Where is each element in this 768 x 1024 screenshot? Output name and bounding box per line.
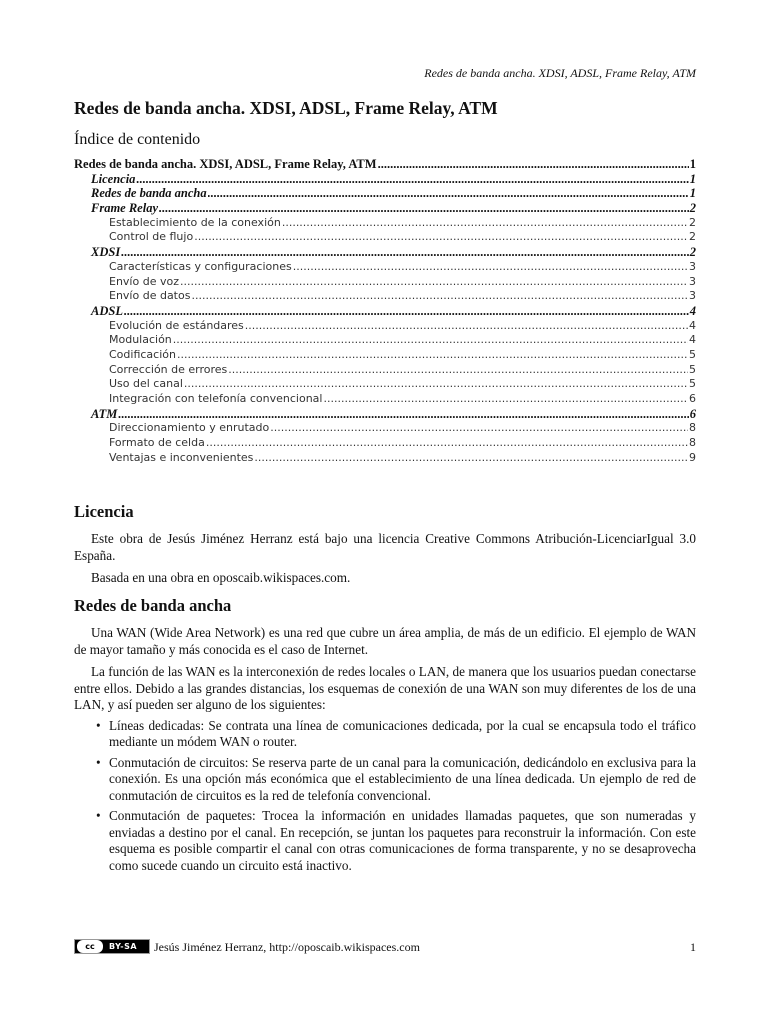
toc-leader bbox=[378, 157, 689, 172]
toc-heading: Índice de contenido bbox=[74, 131, 201, 148]
cc-license-label: BY-SA bbox=[109, 942, 138, 951]
paragraph: Una WAN (Wide Area Network) es una red que cubre un área amplia, de más de un edificio. El ejemplo de WAN de mayor tamaño y más conocida es el caso de Internet. bbox=[74, 625, 696, 657]
toc-entry-page: 5 bbox=[689, 347, 696, 361]
list-item-text: Líneas dedicadas: Se contrata una línea de comunicaciones dedicada, por la cual se encapsula todo el tráfico mediante un módem WAN o router. bbox=[109, 717, 696, 749]
toc-entry-page: 6 bbox=[689, 392, 696, 405]
toc-entry-page: 6 bbox=[689, 406, 696, 421]
toc-entry[interactable] bbox=[74, 436, 696, 451]
toc-leader bbox=[121, 245, 689, 260]
toc-entry-title: Corrección de errores bbox=[109, 362, 228, 376]
toc-entry-page: 2 bbox=[689, 201, 696, 216]
toc-entry-title: Envío de voz bbox=[109, 274, 179, 288]
toc-entry-title: Licencia bbox=[91, 171, 136, 186]
bullet-marker: • bbox=[96, 754, 101, 770]
cc-by-sa-badge bbox=[74, 939, 150, 954]
toc-entry-title: Envío de datos bbox=[109, 289, 191, 303]
toc-entry[interactable] bbox=[74, 245, 696, 260]
toc-entry[interactable] bbox=[74, 157, 696, 172]
document-title: Redes de banda ancha. XDSI, ADSL, Frame Relay, ATM bbox=[74, 98, 498, 118]
running-header: Redes de banda ancha. XDSI, ADSL, Frame Relay, ATM bbox=[424, 66, 696, 80]
toc-leader bbox=[159, 201, 689, 216]
toc-entry[interactable] bbox=[74, 304, 696, 319]
list-item-text: Conmutación de circuitos: Se reserva parte de un canal para la comunicación, dedicándolo en exclusiva para la conexión. Es una opción más económica que el establecimiento de una línea dedicada. Un ejemplo de red de conmutación de circuitos es la red de telefonía convencional. bbox=[109, 754, 696, 803]
toc-entry[interactable] bbox=[74, 392, 696, 407]
paragraph: Este obra de Jesús Jiménez Herranz está bajo una licencia Creative Commons Atribución-LicenciarIgual 3.0 España. bbox=[74, 531, 696, 563]
toc-leader bbox=[177, 348, 688, 363]
cc-logo-icon: cc bbox=[77, 940, 103, 953]
toc-entry[interactable] bbox=[74, 172, 696, 187]
bullet-marker: • bbox=[96, 808, 101, 823]
toc-entry-page: 1 bbox=[689, 157, 696, 171]
bullet-marker: • bbox=[96, 717, 101, 733]
toc-entry[interactable] bbox=[74, 348, 696, 363]
list-item bbox=[74, 808, 696, 874]
toc-leader bbox=[254, 451, 688, 466]
toc-entry-title: Formato de celda bbox=[109, 436, 205, 450]
toc-leader bbox=[206, 436, 688, 451]
toc-leader bbox=[270, 421, 688, 436]
toc-leader bbox=[173, 333, 688, 348]
page-footer bbox=[74, 939, 696, 957]
toc-leader bbox=[228, 363, 688, 378]
toc-entry-title: ADSL bbox=[91, 303, 123, 318]
section-heading: Redes de banda ancha bbox=[74, 596, 232, 615]
toc-entry-title: Integración con telefonía convencional bbox=[109, 392, 323, 405]
toc-entry-page: 9 bbox=[689, 450, 696, 464]
toc-leader bbox=[194, 230, 688, 245]
toc-leader bbox=[245, 319, 688, 334]
toc-entry[interactable] bbox=[74, 289, 696, 304]
toc-leader bbox=[323, 392, 688, 407]
list-item bbox=[74, 718, 696, 751]
paragraph: La función de las WAN es la interconexión de redes locales o LAN, de manera que los usuarios puedan conectarse entre ellos. Debido a las grandes distancias, los esquemas de conexión de una WAN son muy diferentes de los de una LAN, y así pueden ser alguno de los siguientes: bbox=[74, 664, 696, 712]
table-of-contents bbox=[74, 157, 696, 465]
toc-entry-page: 4 bbox=[689, 318, 696, 332]
page-number: 1 bbox=[690, 940, 696, 954]
toc-entry-page: 4 bbox=[689, 303, 696, 318]
toc-entry[interactable] bbox=[74, 319, 696, 334]
toc-leader bbox=[282, 216, 688, 231]
toc-entry-title: ATM bbox=[91, 406, 118, 421]
toc-entry-page: 3 bbox=[689, 259, 696, 273]
paragraph: Basada en una obra en oposcaib.wikispaces.com. bbox=[91, 570, 351, 585]
toc-entry[interactable] bbox=[74, 451, 696, 466]
toc-entry-title: Codificación bbox=[109, 347, 176, 361]
toc-entry-title: XDSI bbox=[91, 245, 121, 260]
section-heading: Licencia bbox=[74, 502, 134, 521]
section-licencia bbox=[74, 502, 696, 587]
toc-entry-title: Direccionamiento y enrutado bbox=[109, 421, 270, 435]
toc-entry-title: Uso del canal bbox=[109, 377, 183, 391]
toc-entry-page: 1 bbox=[689, 186, 696, 201]
toc-leader bbox=[136, 172, 688, 187]
toc-entry[interactable] bbox=[74, 186, 696, 201]
toc-entry-page: 2 bbox=[689, 245, 696, 260]
toc-entry[interactable] bbox=[74, 407, 696, 422]
toc-entry-page: 3 bbox=[689, 274, 696, 288]
toc-entry-page: 5 bbox=[689, 362, 696, 376]
toc-entry-page: 5 bbox=[689, 377, 696, 391]
footer-author: Jesús Jiménez Herranz, http://oposcaib.wikispaces.com bbox=[154, 940, 420, 954]
toc-entry-title: Modulación bbox=[109, 333, 172, 347]
list-item-text: Conmutación de paquetes: Trocea la información en unidades llamadas paquetes, que son numeradas y enviadas a destino por el canal. En recepción, se juntan los paquetes para reconstruir la información. Con este esquema es posible compartir el canal con otras comunicaciones de forma transparente, y no se desaprovecha como sucede cuando un circuito está inactivo. bbox=[109, 808, 696, 873]
toc-entry-page: 2 bbox=[689, 215, 696, 229]
section-redes-banda-ancha bbox=[74, 596, 696, 878]
toc-leader bbox=[208, 186, 689, 201]
toc-entry-page: 8 bbox=[689, 436, 696, 450]
toc-entry-page: 8 bbox=[689, 421, 696, 435]
toc-leader bbox=[118, 407, 688, 422]
toc-leader bbox=[124, 304, 689, 319]
toc-entry-title: Evolución de estándares bbox=[109, 318, 244, 332]
toc-entry-title: Redes de banda ancha bbox=[91, 186, 207, 201]
toc-entry[interactable] bbox=[74, 377, 696, 392]
toc-entry[interactable] bbox=[74, 363, 696, 378]
toc-entry-title: Redes de banda ancha. XDSI, ADSL, Frame Relay, ATM bbox=[74, 157, 377, 171]
toc-entry[interactable] bbox=[74, 421, 696, 436]
toc-entry[interactable] bbox=[74, 230, 696, 245]
toc-entry-title: Características y configuraciones bbox=[109, 259, 292, 273]
toc-entry[interactable] bbox=[74, 216, 696, 231]
toc-leader bbox=[180, 275, 688, 290]
bullet-list bbox=[74, 718, 696, 875]
toc-leader bbox=[184, 377, 688, 392]
toc-entry-title: Ventajas e inconvenientes bbox=[109, 450, 254, 464]
toc-entry-page: 1 bbox=[689, 171, 696, 186]
toc-entry-page: 4 bbox=[689, 333, 696, 347]
toc-entry-page: 3 bbox=[689, 289, 696, 303]
toc-entry[interactable] bbox=[74, 275, 696, 290]
toc-entry-page: 2 bbox=[689, 230, 696, 244]
toc-entry-title: Frame Relay bbox=[91, 201, 159, 216]
toc-entry[interactable] bbox=[74, 201, 696, 216]
list-item bbox=[74, 755, 696, 805]
toc-entry-title: Control de flujo bbox=[109, 230, 194, 244]
toc-entry[interactable] bbox=[74, 260, 696, 275]
toc-leader bbox=[191, 289, 688, 304]
toc-leader bbox=[293, 260, 688, 275]
toc-entry[interactable] bbox=[74, 333, 696, 348]
toc-entry-title: Establecimiento de la conexión bbox=[109, 215, 281, 229]
